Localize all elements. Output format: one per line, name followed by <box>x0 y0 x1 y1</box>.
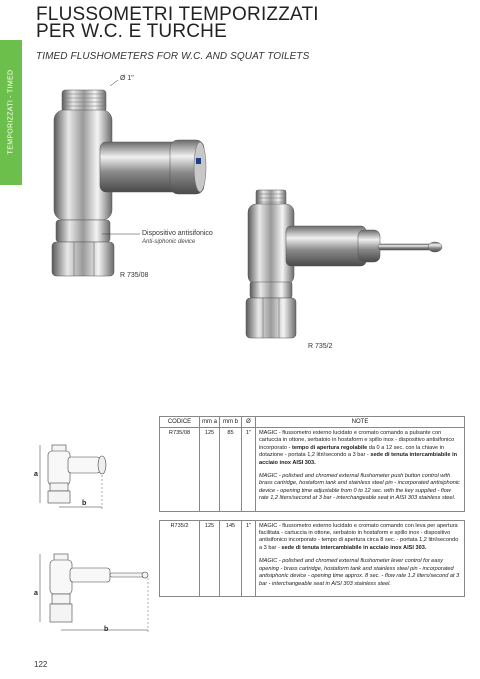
device-label: Dispositivo antisifonico <box>142 230 213 237</box>
dimension-a-label-1: a <box>34 471 38 478</box>
spec-table <box>159 416 465 597</box>
note-english: MAGIC - polished and chromed external flushometer push button control with brass cartridge, hostaform tank and stainless steel pin - incorporated antisiphonic device - opening time adjustable from 0 to 12 sec. with the key supplied - flow rate 1,2 liters/second at 3 bar - interchangeable seat in AISI 303 stainless steel. <box>259 473 460 502</box>
page-title <box>36 6 319 40</box>
page-subtitle: TIMED FLUSHOMETERS FOR W.C. AND SQUAT TOILETS <box>36 51 310 62</box>
cell-diameter: 1" <box>242 428 256 512</box>
page-number: 122 <box>34 660 48 669</box>
code-label-r735-08: R 735/08 <box>120 272 149 279</box>
note-italian <box>259 523 461 553</box>
header-code: CODICE <box>160 417 200 428</box>
note-italian <box>259 430 461 467</box>
diameter-label: Ø 1" <box>120 75 134 82</box>
product-photo-r735-08 <box>40 70 220 290</box>
table-row <box>160 428 465 512</box>
header-diameter: Ø <box>242 417 256 428</box>
note-bold: sede di tenuta intercambiabile in acciaio inox AISI 303 <box>259 452 458 466</box>
cell-mm-a: 125 <box>200 428 220 512</box>
cell-code: R735/2 <box>160 520 200 596</box>
note-text: da 0 a 12 sec. con la chiave in dotazione - portata 1,2 litri/secondo a 3 bar - <box>259 444 445 459</box>
header-mm-b: mm b <box>220 417 242 428</box>
note-text: . <box>314 459 316 466</box>
cell-note <box>256 428 465 512</box>
note-bold: sede di tenuta intercambiabile in acciaio inox AISI 303 <box>281 544 425 551</box>
note-bold: tempo di apertura regolabile <box>291 444 368 451</box>
note-text: MAGIC - flussometro esterno lucidato e cromato comando con leva per apertura facilitata - cartuccia in ottone, serbatoio in hostaform e spillo inox - dispositivo antisifonico incorporato - tempo di apertura circa 8 sec. - portata 1,2 litri/secondo a 3 bar - <box>259 522 459 551</box>
table-row <box>160 520 465 596</box>
cell-diameter: 1" <box>242 520 256 596</box>
header-note: NOTE <box>256 417 465 428</box>
technical-drawing-r735-2 <box>30 548 155 638</box>
device-label-en: Anti-siphonic device <box>142 239 196 245</box>
product-photo-r735-2 <box>232 186 452 346</box>
cell-code: R735/08 <box>160 428 200 512</box>
dimension-b-label-2: b <box>104 626 109 633</box>
table-spacer <box>160 511 465 520</box>
cell-mm-a: 125 <box>200 520 220 596</box>
note-text: MAGIC - flussometro esterno lucidato e cromato comando a pulsante con cartuccia in ottone, serbatoio in hostaform e spillo inox - dispositivo antisifonico incorporato - <box>259 430 455 451</box>
dimension-a-label-2: a <box>34 590 38 597</box>
dimension-b-label-1: b <box>82 500 87 507</box>
technical-drawing-r735-08 <box>30 435 130 515</box>
cell-note <box>256 520 465 596</box>
title-line-2: PER W.C. E TURCHE <box>36 21 227 42</box>
header-mm-a: mm a <box>200 417 220 428</box>
title-line-1: FLUSSOMETRI TEMPORIZZATI <box>36 4 319 25</box>
note-text: . <box>424 544 427 551</box>
note-english: MAGIC - polished and chromed external flushometer lever control for easy opening - brass cartridge, hostaform tank and stainless steel pin - incorporated antisiphonic device - opening time approx. 8 sec. - flow rate 1.2 liters/second at 3 bar - interchangeable seat in AISI 303 stainless steel. <box>259 558 460 587</box>
spec-table-header <box>160 417 465 428</box>
cell-mm-b: 85 <box>220 428 242 512</box>
sidebar-label: TEMPORIZZATI - TIMED <box>7 69 15 155</box>
code-label-r735-2: R 735/2 <box>308 343 333 350</box>
cell-mm-b: 145 <box>220 520 242 596</box>
